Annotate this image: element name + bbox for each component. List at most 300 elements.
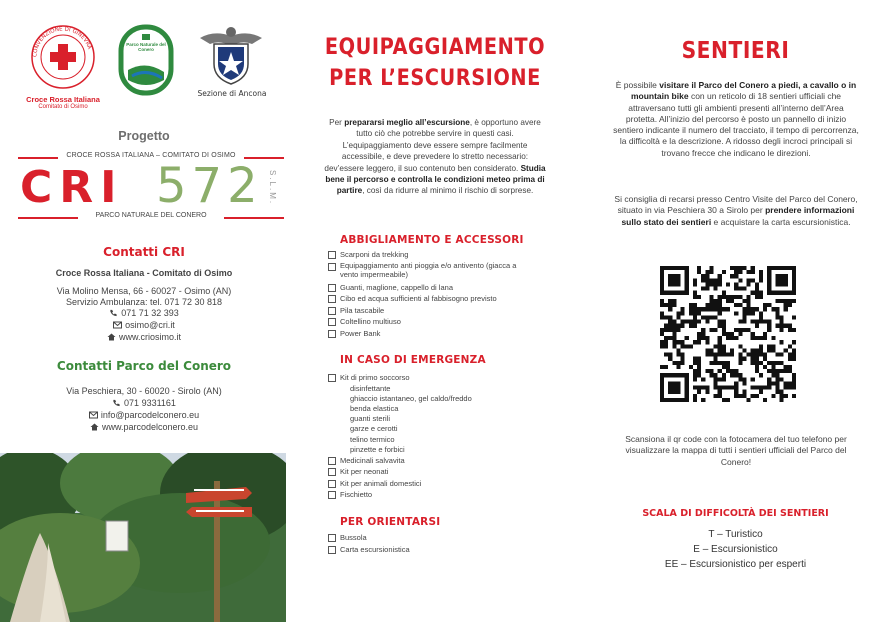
- qr-module: [763, 357, 767, 361]
- cri572-top-text: CROCE ROSSA ITALIANA – COMITATO DI OSIMO: [66, 152, 236, 159]
- qr-module: [718, 274, 722, 278]
- qr-module: [784, 307, 788, 311]
- equipaggiamento-title-line1: EQUIPAGGIAMENTO: [324, 35, 546, 60]
- qr-module: [726, 365, 730, 369]
- qr-module: [660, 377, 664, 381]
- qr-module: [767, 278, 771, 282]
- qr-module: [788, 365, 792, 369]
- qr-module: [664, 340, 668, 344]
- qr-module: [701, 336, 705, 340]
- qr-module: [722, 291, 726, 295]
- qr-module: [788, 353, 792, 357]
- qr-module: [714, 287, 718, 291]
- qr-module: [718, 361, 722, 365]
- cri-ambulanza: Servizio Ambulanza: tel. 071 72 30 818: [65, 297, 223, 307]
- qr-module: [714, 278, 718, 282]
- qr-module: [726, 282, 730, 286]
- qr-module: [775, 266, 779, 270]
- qr-module: [685, 278, 689, 282]
- qr-module: [755, 353, 759, 357]
- cri572-bottom-text: PARCO NATURALE DEL CONERO: [95, 212, 207, 219]
- qr-module: [676, 328, 680, 332]
- qr-module: [705, 303, 709, 307]
- cri-web[interactable]: www.criosimo.it: [118, 332, 181, 342]
- trail-photo: [0, 453, 286, 622]
- qr-module: [759, 274, 763, 278]
- qr-module: [701, 377, 705, 381]
- qr-module: [709, 353, 713, 357]
- qr-module: [714, 353, 718, 357]
- qr-module: [738, 344, 742, 348]
- qr-module: [676, 348, 680, 352]
- qr-module: [788, 369, 792, 373]
- qr-module: [788, 381, 792, 385]
- qr-module: [755, 348, 759, 352]
- qr-module: [747, 307, 751, 311]
- qr-module: [697, 373, 701, 377]
- qr-module: [784, 291, 788, 295]
- qr-module: [693, 315, 697, 319]
- qr-module: [751, 357, 755, 361]
- checklist-item[interactable]: Bussola: [328, 532, 558, 544]
- qr-module: [780, 340, 784, 344]
- qr-module: [759, 336, 763, 340]
- qr-module: [664, 398, 668, 402]
- qr-module: [734, 274, 738, 278]
- qr-module: [771, 348, 775, 352]
- qr-module: [676, 390, 680, 394]
- scala-title: SCALA DI DIFFICOLTÀ DEI SENTIERI: [642, 508, 829, 519]
- qr-module: [709, 369, 713, 373]
- qr-module: [767, 303, 771, 307]
- checklist-item[interactable]: Cibo ed acqua sufficienti al fabbisogno previsto: [328, 293, 558, 305]
- qr-module: [767, 324, 771, 328]
- qr-module: [738, 357, 742, 361]
- qr-module: [784, 369, 788, 373]
- qr-module: [689, 303, 693, 307]
- qr-module: [664, 373, 668, 377]
- phone-icon: [112, 399, 121, 407]
- qr-module: [784, 303, 788, 307]
- qr-module: [784, 394, 788, 398]
- checklist-item[interactable]: Fischietto: [328, 489, 558, 501]
- qr-module: [771, 373, 775, 377]
- qr-module: [742, 377, 746, 381]
- checklist-item[interactable]: Carta escursionistica: [328, 544, 558, 556]
- qr-module: [714, 344, 718, 348]
- qr-module: [668, 282, 672, 286]
- qr-module: [775, 299, 779, 303]
- qr-module: [676, 282, 680, 286]
- qr-module: [664, 336, 668, 340]
- qr-module: [718, 299, 722, 303]
- qr-module: [681, 398, 685, 402]
- cri-logo-sub: Comitato di Osimo: [38, 104, 88, 110]
- qr-module: [771, 381, 775, 385]
- qr-module: [660, 386, 664, 390]
- checklist-item[interactable]: Kit per neonati: [328, 466, 558, 478]
- contatti-cri-org: [0, 268, 288, 280]
- qr-module: [738, 278, 742, 282]
- kit-subitem: disinfettante: [350, 383, 391, 393]
- qr-module: [759, 373, 763, 377]
- qr-module: [697, 340, 701, 344]
- checklist-item[interactable]: Medicinali salvavita: [328, 455, 558, 467]
- cri-email[interactable]: osimo@cri.it: [125, 320, 175, 330]
- qr-module: [742, 394, 746, 398]
- equipaggiamento-intro: [324, 117, 546, 197]
- qr-module: [734, 336, 738, 340]
- partner-logos: [22, 18, 282, 108]
- qr-module: [792, 274, 796, 278]
- qr-module: [775, 274, 779, 278]
- qr-module: [718, 386, 722, 390]
- qr-module: [792, 278, 796, 282]
- qr-module: [734, 386, 738, 390]
- qr-module: [738, 270, 742, 274]
- qr-module: [726, 386, 730, 390]
- qr-module: [689, 324, 693, 328]
- qr-module: [751, 278, 755, 282]
- qr-module: [709, 315, 713, 319]
- qr-module: [780, 369, 784, 373]
- qr-module: [668, 373, 672, 377]
- qr-module: [672, 340, 676, 344]
- qr-module: [672, 299, 676, 303]
- qr-module: [697, 266, 701, 270]
- qr-module: [668, 299, 672, 303]
- qr-module: [722, 373, 726, 377]
- qr-module: [697, 311, 701, 315]
- qr-module: [734, 270, 738, 274]
- qr-module: [705, 369, 709, 373]
- qr-module: [767, 274, 771, 278]
- qr-module: [747, 311, 751, 315]
- qr-module: [788, 386, 792, 390]
- qr-module: [689, 311, 693, 315]
- qr-module: [705, 287, 709, 291]
- qr-module: [767, 386, 771, 390]
- qr-module: [722, 328, 726, 332]
- qr-module: [681, 266, 685, 270]
- qr-module: [775, 377, 779, 381]
- qr-module: [709, 348, 713, 352]
- qr-module: [780, 320, 784, 324]
- qr-module: [672, 390, 676, 394]
- qr-module: [697, 295, 701, 299]
- qr-module: [718, 307, 722, 311]
- qr-module: [780, 324, 784, 328]
- qr-module: [668, 336, 672, 340]
- qr-module: [714, 299, 718, 303]
- qr-module: [771, 369, 775, 373]
- qr-module: [660, 270, 664, 274]
- cri-logo-name: Croce Rossa Italiana: [26, 95, 100, 104]
- qr-module: [689, 365, 693, 369]
- qr-module: [718, 311, 722, 315]
- qr-module: [672, 336, 676, 340]
- qr-module: [742, 266, 746, 270]
- qr-module: [676, 324, 680, 328]
- qr-module: [701, 332, 705, 336]
- abbigliamento-list: [328, 249, 558, 339]
- qr-module: [788, 303, 792, 307]
- cai-eagle-logo: [194, 20, 268, 92]
- qr-module: [685, 377, 689, 381]
- qr-module: [705, 386, 709, 390]
- qr-module: [722, 295, 726, 299]
- qr-module: [676, 315, 680, 319]
- qr-module: [738, 332, 742, 336]
- checklist-item[interactable]: Pila tascabile: [328, 305, 558, 317]
- qr-module: [738, 303, 742, 307]
- qr-module: [718, 369, 722, 373]
- qr-module: [726, 295, 730, 299]
- qr-module: [676, 398, 680, 402]
- qr-module: [676, 340, 680, 344]
- qr-module: [747, 295, 751, 299]
- qr-module: [693, 357, 697, 361]
- qr-module: [722, 353, 726, 357]
- qr-module: [676, 278, 680, 282]
- qr-module: [697, 307, 701, 311]
- qr-module: [767, 287, 771, 291]
- qr-module: [705, 336, 709, 340]
- qr-module: [668, 320, 672, 324]
- qr-module: [780, 361, 784, 365]
- qr-module: [780, 278, 784, 282]
- qr-module: [685, 287, 689, 291]
- checklist-item[interactable]: Kit per animali domestici: [328, 478, 558, 490]
- qr-module: [792, 353, 796, 357]
- qr-module: [792, 328, 796, 332]
- qr-module: [660, 274, 664, 278]
- kit-subitem: benda elastica: [350, 403, 399, 413]
- kit-subitem: ghiaccio istantaneo, gel caldo/freddo: [350, 393, 472, 403]
- qr-module: [709, 361, 713, 365]
- cri-org: Croce Rossa Italiana - Comitato di Osimo: [55, 268, 233, 278]
- qr-module: [780, 266, 784, 270]
- qr-module: [780, 394, 784, 398]
- qr-module: [714, 373, 718, 377]
- sentieri-qr-code[interactable]: [660, 266, 796, 402]
- qr-module: [780, 328, 784, 332]
- qr-module: [775, 315, 779, 319]
- qr-module: [664, 344, 668, 348]
- qr-module: [792, 377, 796, 381]
- qr-module: [792, 299, 796, 303]
- qr-module: [755, 307, 759, 311]
- qr-module: [784, 299, 788, 303]
- qr-module: [676, 266, 680, 270]
- qr-module: [676, 311, 680, 315]
- qr-module: [730, 336, 734, 340]
- qr-module: [784, 348, 788, 352]
- qr-module: [676, 361, 680, 365]
- qr-module: [763, 303, 767, 307]
- qr-module: [714, 377, 718, 381]
- qr-module: [747, 303, 751, 307]
- qr-module: [664, 315, 668, 319]
- qr-module: [701, 328, 705, 332]
- cri-email-row: [0, 320, 288, 332]
- qr-module: [672, 381, 676, 385]
- qr-module: [738, 373, 742, 377]
- qr-module: [755, 365, 759, 369]
- qr-module: [693, 369, 697, 373]
- qr-module: [792, 270, 796, 274]
- qr-module: [722, 324, 726, 328]
- qr-module: [709, 307, 713, 311]
- qr-module: [697, 357, 701, 361]
- qr-module: [792, 291, 796, 295]
- qr-module: [681, 361, 685, 365]
- qr-module: [775, 386, 779, 390]
- qr-module: [767, 320, 771, 324]
- qr-module: [681, 340, 685, 344]
- qr-module: [705, 274, 709, 278]
- qr-module: [767, 270, 771, 274]
- qr-module: [693, 373, 697, 377]
- qr-module: [767, 291, 771, 295]
- emergenza-title: IN CASO DI EMERGENZA: [340, 354, 486, 366]
- checklist-item[interactable]: Coltellino multiuso: [328, 316, 558, 328]
- qr-module: [751, 332, 755, 336]
- checklist-item[interactable]: Power Bank: [328, 328, 558, 340]
- progetto-label: Progetto: [118, 129, 170, 143]
- qr-module: [726, 307, 730, 311]
- parco-phone: 071 9331161: [124, 398, 176, 408]
- qr-module: [726, 336, 730, 340]
- qr-module: [775, 324, 779, 328]
- parco-web[interactable]: www.parcodelconero.eu: [101, 422, 199, 432]
- qr-module: [672, 278, 676, 282]
- qr-module: [751, 336, 755, 340]
- sentieri-p2-bold: prendere informazioni sullo stato dei sentieri: [621, 205, 855, 227]
- qr-module: [751, 311, 755, 315]
- qr-module: [672, 328, 676, 332]
- scala-item-e: E – Escursionistico: [693, 544, 778, 555]
- qr-module: [689, 307, 693, 311]
- qr-module: [780, 315, 784, 319]
- qr-module: [718, 303, 722, 307]
- qr-module: [689, 320, 693, 324]
- qr-module: [734, 369, 738, 373]
- qr-module: [734, 266, 738, 270]
- qr-module: [701, 315, 705, 319]
- qr-module: [771, 365, 775, 369]
- qr-module: [672, 303, 676, 307]
- checklist-item[interactable]: Kit di primo soccorso: [328, 372, 558, 384]
- red-cross-logo: [30, 24, 96, 90]
- qr-module: [664, 303, 668, 307]
- qr-module: [705, 348, 709, 352]
- qr-module: [734, 287, 738, 291]
- qr-module: [681, 320, 685, 324]
- intro-text-3: , così da ridurre al minimo il rischio di sorprese.: [362, 186, 534, 196]
- checklist-item[interactable]: Scarponi da trekking: [328, 249, 558, 261]
- qr-module: [668, 381, 672, 385]
- qr-module: [775, 373, 779, 377]
- qr-module: [759, 361, 763, 365]
- qr-module: [705, 282, 709, 286]
- qr-module: [755, 287, 759, 291]
- qr-module: [681, 291, 685, 295]
- qr-module: [759, 295, 763, 299]
- sentieri-p1-a: È possibile: [615, 80, 660, 90]
- qr-module: [780, 390, 784, 394]
- qr-module: [784, 365, 788, 369]
- qr-module: [676, 291, 680, 295]
- qr-module: [705, 270, 709, 274]
- qr-module: [660, 340, 664, 344]
- intro-text-1: Per: [329, 118, 345, 127]
- parco-email[interactable]: info@parcodelconero.eu: [100, 410, 200, 420]
- email-icon: [89, 411, 98, 419]
- qr-module: [755, 394, 759, 398]
- qr-module: [767, 328, 771, 332]
- qr-module: [792, 394, 796, 398]
- orientarsi-list: [328, 532, 558, 555]
- qr-module: [742, 315, 746, 319]
- qr-module: [730, 353, 734, 357]
- qr-module: [660, 390, 664, 394]
- qr-module: [693, 282, 697, 286]
- qr-module: [660, 365, 664, 369]
- qr-module: [730, 295, 734, 299]
- qr-module: [685, 386, 689, 390]
- qr-module: [660, 282, 664, 286]
- qr-module: [771, 266, 775, 270]
- qr-module: [767, 377, 771, 381]
- checklist-item[interactable]: Equipaggiamento anti pioggia e/o antivento (giacca a vento impermeabile): [328, 261, 528, 282]
- qr-module: [693, 377, 697, 381]
- cri-web-row: [0, 332, 288, 344]
- qr-module: [771, 307, 775, 311]
- qr-module: [685, 291, 689, 295]
- qr-module: [714, 328, 718, 332]
- cai-logo-sub: Sezione di Ancona: [197, 89, 267, 98]
- qr-module: [697, 270, 701, 274]
- qr-module: [697, 320, 701, 324]
- checklist-item[interactable]: Guanti, maglione, cappello di lana: [328, 282, 558, 294]
- qr-module: [722, 332, 726, 336]
- qr-module: [718, 295, 722, 299]
- qr-module: [693, 278, 697, 282]
- qr-module: [660, 315, 664, 319]
- qr-module: [681, 311, 685, 315]
- qr-module: [763, 353, 767, 357]
- qr-module: [742, 328, 746, 332]
- qr-module: [751, 353, 755, 357]
- qr-module: [734, 303, 738, 307]
- qr-module: [685, 274, 689, 278]
- qr-module: [726, 361, 730, 365]
- qr-module: [759, 311, 763, 315]
- qr-module: [767, 282, 771, 286]
- qr-module: [784, 266, 788, 270]
- qr-module: [697, 332, 701, 336]
- qr-module: [759, 320, 763, 324]
- qr-module: [705, 353, 709, 357]
- qr-module: [767, 369, 771, 373]
- qr-module: [792, 348, 796, 352]
- qr-module: [767, 266, 771, 270]
- qr-module: [664, 266, 668, 270]
- qr-module: [701, 398, 705, 402]
- qr-module: [734, 328, 738, 332]
- qr-module: [668, 307, 672, 311]
